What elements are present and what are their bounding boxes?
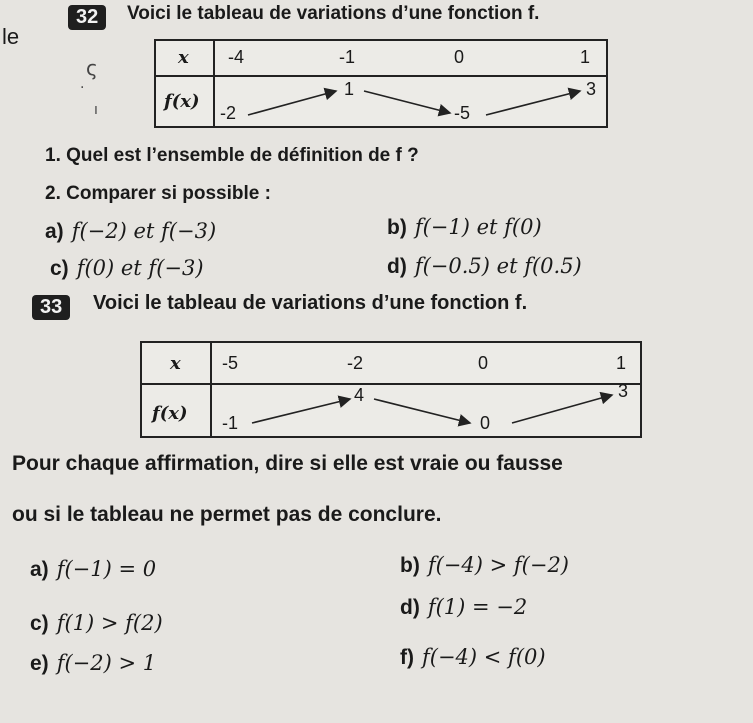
- f-value: 4: [354, 385, 365, 405]
- f-value: -1: [222, 413, 239, 433]
- exercise-33-number: 33: [32, 295, 70, 320]
- x-value: 1: [580, 47, 591, 67]
- arrow-up: [252, 399, 350, 423]
- instruction-line-2: ou si le tableau ne permet pas de conclure.: [12, 503, 442, 526]
- f-value: 0: [480, 413, 491, 433]
- x-value: -2: [347, 353, 364, 373]
- arrow-up: [512, 395, 612, 423]
- variation-table-33: [140, 341, 642, 438]
- x-value: -5: [222, 353, 239, 373]
- pencil-dot: ·: [80, 80, 85, 96]
- x-label: x: [170, 353, 181, 374]
- arrow-up: [248, 91, 336, 115]
- x-value: 0: [454, 47, 465, 67]
- arrow-down: [364, 91, 450, 113]
- statement-item-d: d) f(1) = −2: [400, 595, 528, 619]
- x-value: -4: [228, 47, 245, 67]
- x-label: x: [178, 47, 189, 68]
- compare-item-a: a) f(−2) et f(−3): [45, 219, 217, 243]
- statement-item-f: f) f(−4) < f(0): [400, 645, 546, 669]
- compare-item-b: b) f(−1) et f(0): [387, 215, 542, 239]
- pencil-scribble: ς: [86, 56, 98, 80]
- f-value: -5: [454, 103, 471, 123]
- statement-item-c: c) f(1) > f(2): [30, 611, 163, 635]
- exercise-32-number: 32: [68, 5, 106, 30]
- x-value: 0: [478, 353, 489, 373]
- x-value: -1: [339, 47, 356, 67]
- compare-item-c: c) f(0) et f(−3): [50, 256, 204, 280]
- variation-table-32: [154, 39, 608, 128]
- question-1: 1. Quel est l’ensemble de définition de f ?: [45, 145, 419, 166]
- compare-item-d: d) f(−0.5) et f(0.5): [387, 254, 582, 278]
- exercise-33-title: Voici le tableau de variations d’une fonction f.: [93, 292, 528, 314]
- variation-arrows-32: [156, 41, 606, 126]
- pencil-tick: ı: [94, 102, 98, 118]
- exercise-32-title: Voici le tableau de variations d’une fonction f.: [127, 3, 540, 24]
- x-value: 1: [616, 353, 627, 373]
- statement-item-e: e) f(−2) > 1: [30, 651, 157, 675]
- f-value: 1: [344, 79, 355, 99]
- f-value: -2: [220, 103, 237, 123]
- f-value: 3: [618, 381, 629, 401]
- variation-arrows-33: [142, 343, 640, 436]
- arrow-down: [374, 399, 470, 423]
- fx-label: f(x): [164, 91, 200, 112]
- statement-item-a: a) f(−1) = 0: [30, 557, 157, 581]
- question-2: 2. Comparer si possible :: [45, 183, 271, 204]
- statement-item-b: b) f(−4) > f(−2): [400, 553, 570, 577]
- f-value: 3: [586, 79, 597, 99]
- fx-label: f(x): [152, 403, 188, 424]
- instruction-line-1: Pour chaque affirmation, dire si elle est vraie ou fausse: [12, 452, 563, 475]
- margin-word: le: [2, 24, 20, 49]
- arrow-up: [486, 91, 580, 115]
